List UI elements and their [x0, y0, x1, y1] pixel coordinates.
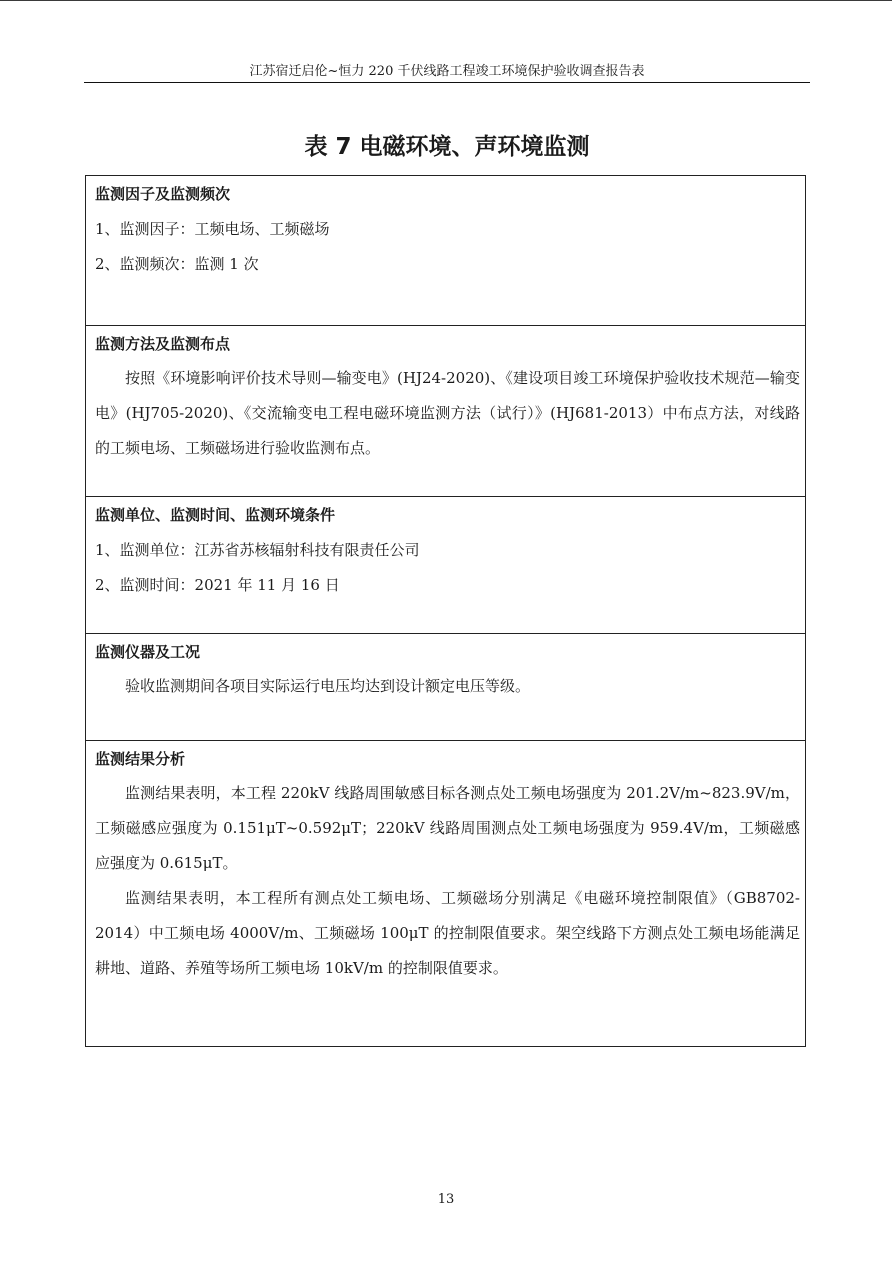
section-title: 监测单位、监测时间、监测环境条件 — [95, 506, 336, 524]
page-number: 13 — [437, 1192, 455, 1207]
section-title: 监测结果分析 — [95, 750, 186, 768]
section-unit-time — [86, 497, 805, 633]
page-top-border — [0, 0, 892, 1]
section-results — [86, 741, 805, 1046]
section-factors — [86, 176, 805, 325]
unit-line: 1、监测单位：江苏省苏核辐射科技有限责任公司 — [95, 541, 420, 559]
section-title: 监测方法及监测布点 — [95, 335, 231, 353]
monitoring-table — [85, 175, 806, 1047]
frequency-line: 2、监测频次：监测 1 次 — [95, 255, 259, 273]
page-title: 表 7 电磁环境、声环境监测 — [304, 134, 590, 160]
factor-line: 1、监测因子：工频电场、工频磁场 — [95, 220, 330, 238]
instrument-paragraph: 验收监测期间各项目实际运行电压均达到设计额定电压等级。 — [125, 677, 531, 695]
section-method — [86, 326, 805, 496]
time-line: 2、监测时间：2021 年 11 月 16 日 — [95, 576, 340, 594]
header-rule — [84, 82, 810, 83]
method-paragraph: 按照《环境影响评价技术导则—输变电》(HJ24-2020)、《建设项目竣工环境保护验收技术规范—输变电》(HJ705-2020)、《交流输变电工程电磁环境监测方法（试行）》(HJ681-2013）中布点方法，对线路的工频电场、工频磁场进行验收监测布点。 — [95, 369, 800, 457]
results-paragraph-2: 监测结果表明，本工程所有测点处工频电场、工频磁场分别满足《电磁环境控制限值》（GB8702-2014）中工频电场 4000V/m、工频磁场 100μT 的控制限值要求。架空线路下方测点处工频电场能满足耕地、道路、养殖等场所工频电场 10kV/m 的控制限值要求。 — [95, 889, 800, 977]
section-title: 监测因子及监测频次 — [95, 185, 231, 203]
section-instrument — [86, 634, 805, 740]
running-header: 江苏宿迁启伦~恒力 220 千伏线路工程竣工环境保护验收调查报告表 — [249, 64, 645, 79]
section-title: 监测仪器及工况 — [95, 643, 201, 661]
results-paragraph-1: 监测结果表明，本工程 220kV 线路周围敏感目标各测点处工频电场强度为 201.2V/m~823.9V/m，工频磁感应强度为 0.151μT~0.592μT；220kV 线路周围测点处工频电场强度为 959.4V/m，工频磁感应强度为 0.615μT。 — [95, 784, 800, 872]
